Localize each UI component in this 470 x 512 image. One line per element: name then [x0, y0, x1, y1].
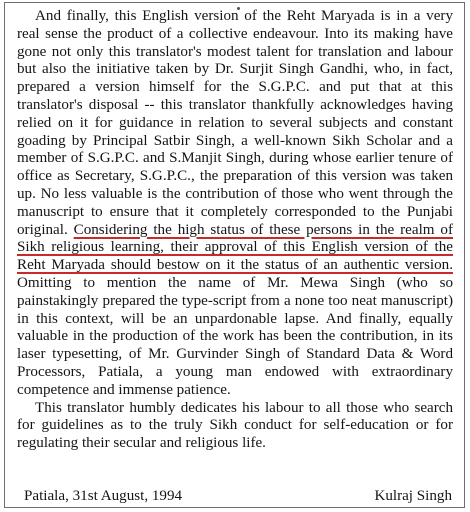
paragraph-1-text-before: And finally, this English version of the Reht Maryada is in a very real sense the product of a collective endeavour. Into its making have gone not only this translator's modest talent for translation and labour but also the initiative taken by Dr. Surjit Singh Gandhi, who, in fact, prepared a version himself for the S.G.P.C. and put that at this translator's disposal -- this translator thankfully acknowledges having relied on it for guidance in relation to several subjects and constant goading by Principal Satbir Singh, a well-known Sikh Scholar and a member of S.G.P.C. and S.Manjit Singh, during whose earlier tenure of office as Secretary, S.G.P.C., the preparation of this version was taken up. No less valuable is the contribution of those who went through the manuscript to ensure that it completely corresponded to the Punjabi original.	[17, 8, 453, 238]
author-name: Kulraj Singh	[374, 488, 452, 504]
paragraph-1-text-after: Omitting to mention the name of Mr. Mewa Singh (who so painstakingly prepared the type-script from a none too neat manuscript) in this context, will be an unpardonable lapse. And finally, equally valuable in the production of the work has been the contribution, in its laser typesetting, of Mr. Gurvinder Singh of Standard Data & Word Processors, Patiala, a young man endowed with extraordinary competence and immense patience.	[17, 274, 453, 398]
signature-line	[24, 488, 452, 505]
place-and-date: Patiala, 31st August, 1994	[24, 488, 183, 504]
highlighted-passage: Considering the high status of these persons in the realm of Sikh religious learning, their approval of this English version of the Reht Maryada should bestow on it the status of an authentic version.	[17, 221, 453, 274]
document-body	[17, 8, 453, 453]
paragraph-acknowledgements	[17, 8, 453, 400]
paragraph-dedication: This translator humbly dedicates his labour to all those who search for guidelines as to the truly Sikh conduct for self-education or for regulating their secular and religious life.	[17, 399, 453, 452]
